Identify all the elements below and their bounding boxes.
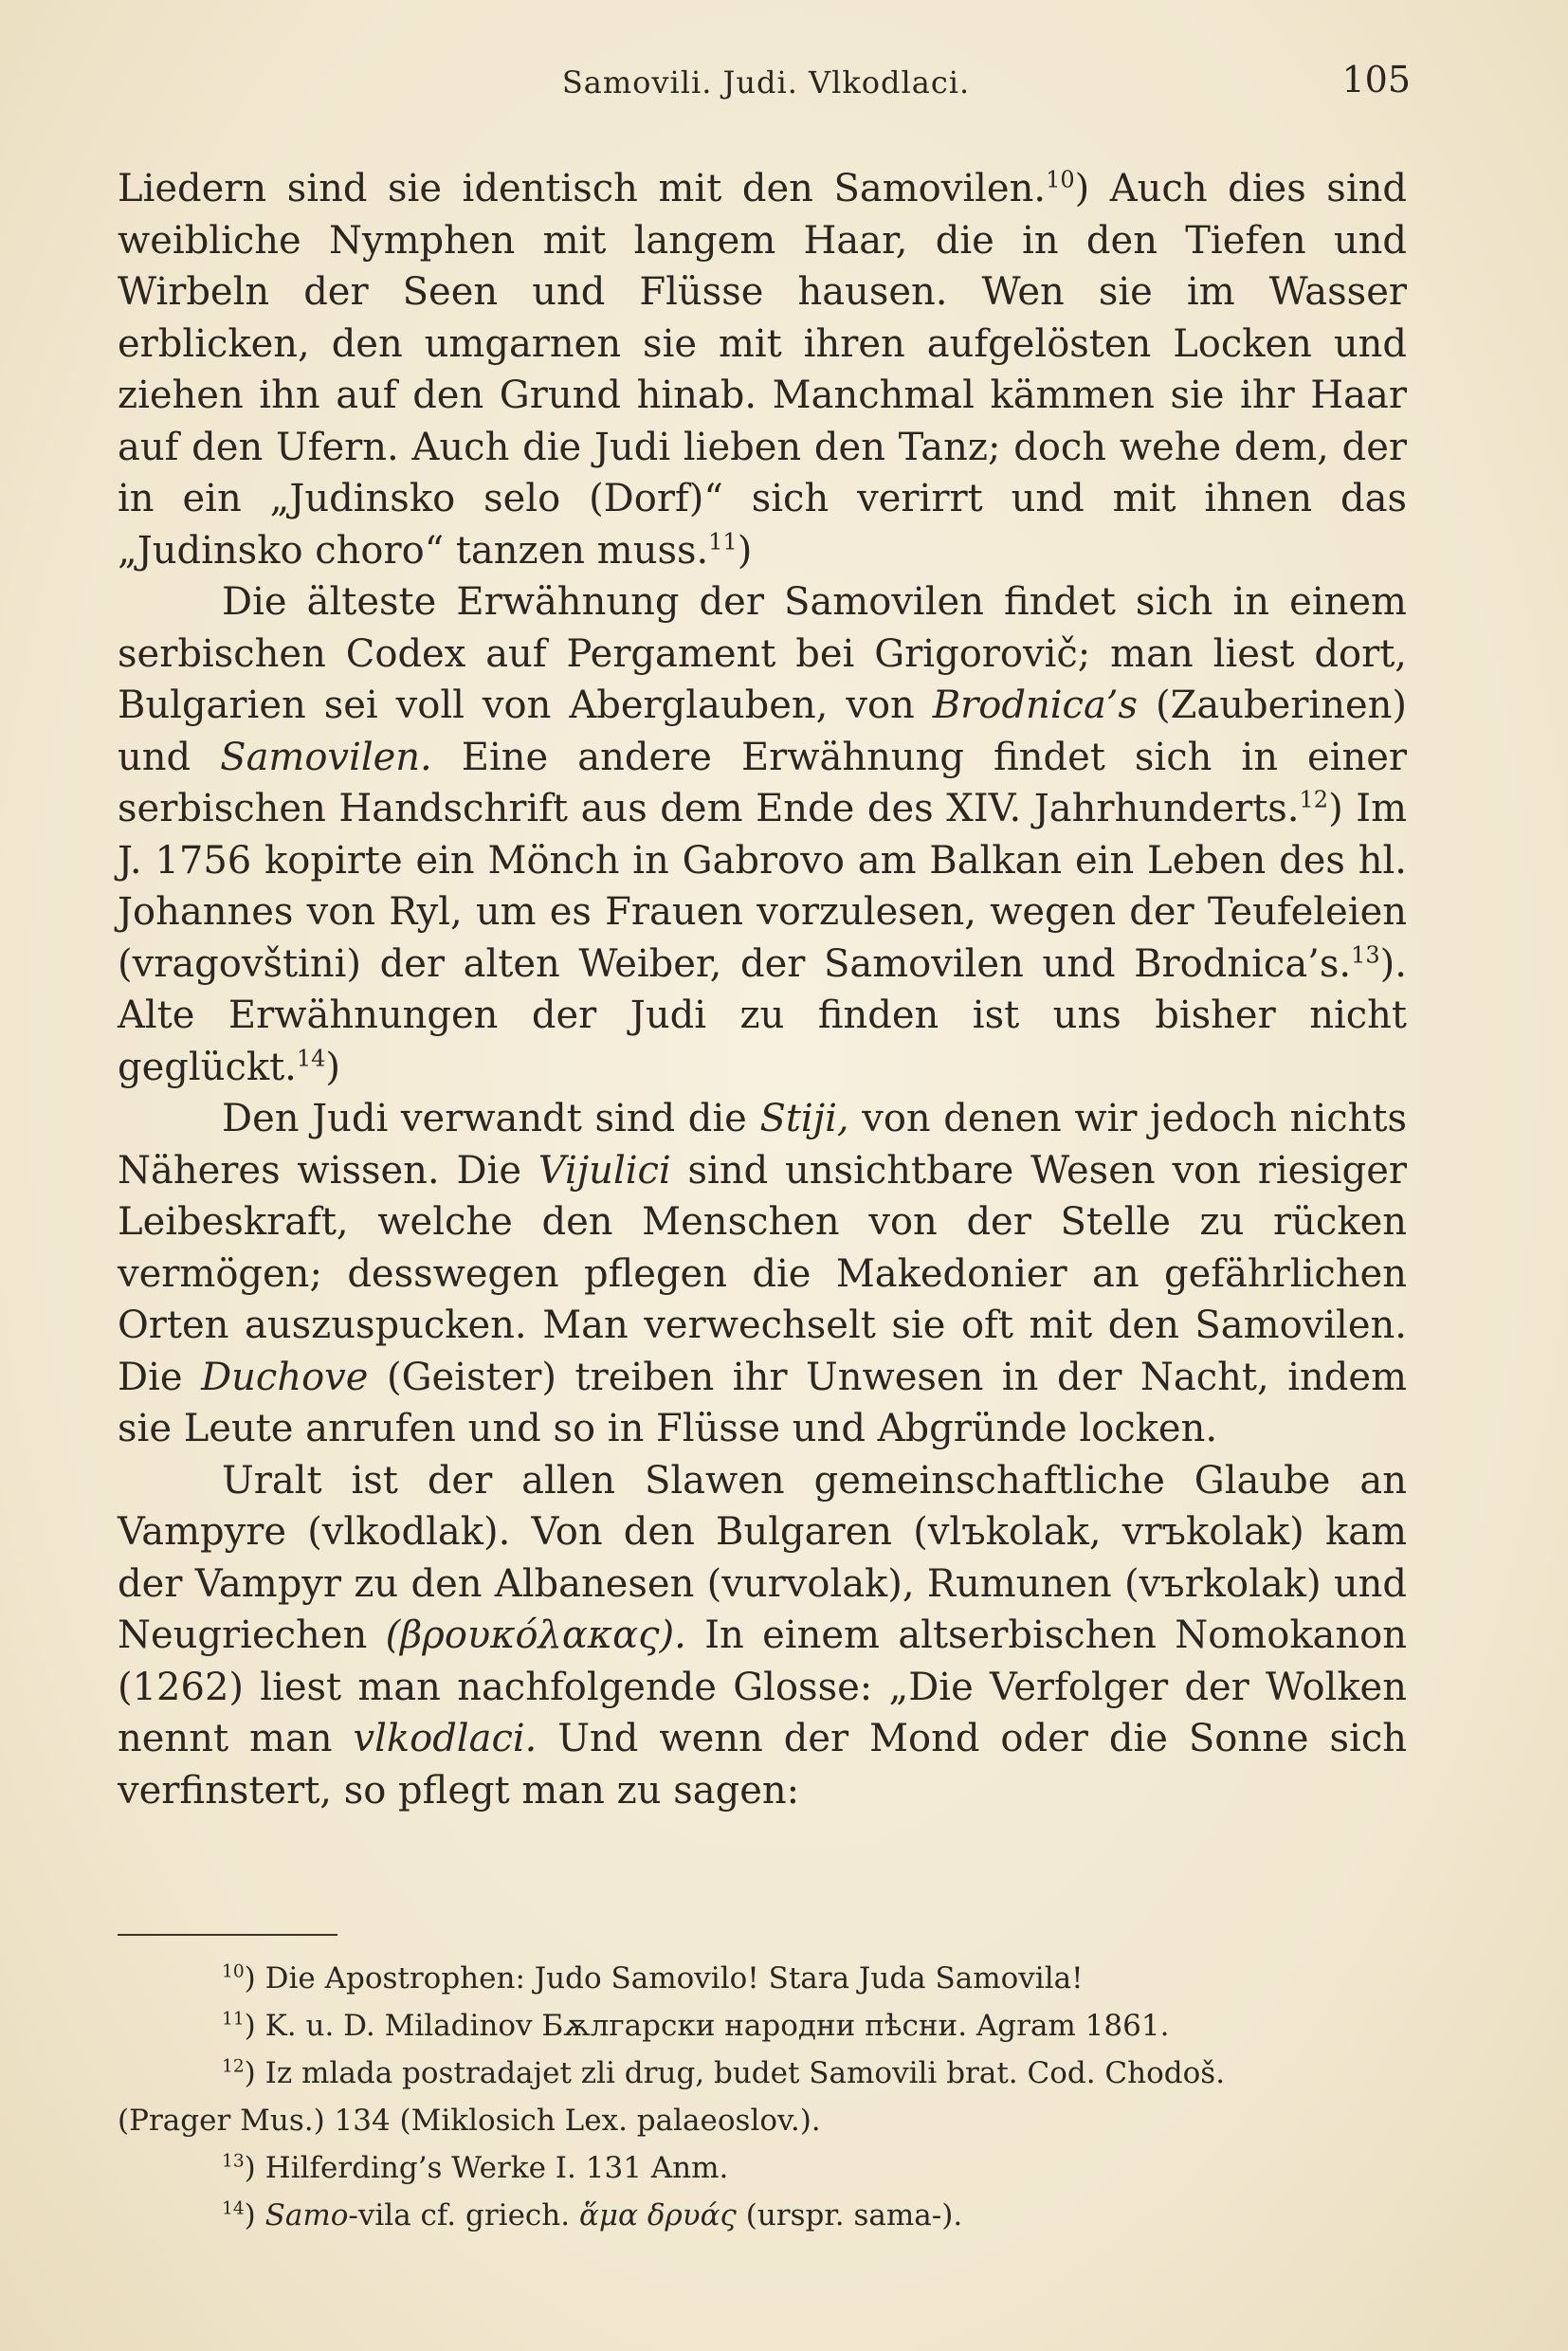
- paragraph: [118, 1455, 1407, 1817]
- text-run: Den Judi verwandt sind die: [222, 1097, 760, 1140]
- footnote-ref: 11: [708, 528, 738, 556]
- footnote: [118, 2192, 1407, 2239]
- text-run: -vila cf. griech.: [348, 2198, 579, 2233]
- running-head: Samovili. Judi. Vlkodlaci.: [561, 64, 971, 100]
- paragraph: [118, 163, 1407, 576]
- paragraph: [118, 576, 1407, 1093]
- text-run: Und wenn der Mond oder die Sonne sich verfinstert, so pflegt man zu sagen:: [118, 1717, 1408, 1813]
- italic-text: vlkodlaci.: [353, 1717, 538, 1760]
- italic-text: ἅμα δρυάς: [578, 2198, 737, 2233]
- footnote-ref: 13: [222, 2151, 245, 2172]
- text-run: Eine andere Erwähnung findet sich in einer serbischen Handschrift aus dem Ende des XIV. Jahrhunderts.: [118, 735, 1407, 830]
- text-run: ) Die Apostrophen: Judo Samovilo! Stara Juda Samovila!: [244, 1961, 1084, 1996]
- paragraph: [118, 1093, 1407, 1455]
- footnote-ref: 12: [1299, 786, 1329, 813]
- text-run: (Zauberinen) und: [118, 683, 1408, 779]
- footnotes: [118, 1955, 1407, 2239]
- text-run: (urspr. sama-).: [736, 2198, 963, 2233]
- footnote: [118, 1955, 1407, 2002]
- italic-text: Duchove: [201, 1355, 369, 1399]
- text-run: ): [737, 528, 753, 573]
- page-header: [121, 59, 1411, 116]
- text-run: Uralt ist der allen Slawen gemeinschaftliche Glaube an Vampyre (vlkodlak). Von den Bulgaren (vlъkolak, vrъkolak) kam der Vampyr zu den Albanesen (vurvolak), Rumunen (vъrkolak) und Neugriechen: [118, 1458, 1407, 1657]
- footnote: [118, 2050, 1407, 2097]
- text-run: ) K. u. D. Miladinov Бѫлгарски народни пѣсни. Agram 1861.: [244, 2009, 1170, 2043]
- footnote-ref: 14: [222, 2198, 245, 2219]
- text-run: von denen wir jedoch nichts Näheres wissen. Die: [118, 1097, 1407, 1193]
- footnote-ref: 14: [296, 1045, 326, 1072]
- italic-text: (βρουκόλακας).: [385, 1613, 686, 1657]
- text-run: ) Auch dies sind weibliche Nymphen mit langem Haar, die in den Tiefen und Wirbeln der Seen und Flüsse hausen. Wen sie im Wasser erblicken, den umgarnen sie mit ihren aufgelösten Locken und ziehen ihn auf den Grund hinab. Manchmal kämmen sie ihr Haar auf den Ufern. Auch die Judi lieben den Tanz; doch wehe dem, der in ein „Judinsko selo (Dorf)“ sich verirrt und mit ihnen das „Judinsko choro“ tanzen muss.: [118, 167, 1407, 573]
- footnote-ref: 13: [1351, 941, 1380, 969]
- text-run: ): [244, 2198, 265, 2233]
- footnote: [118, 2002, 1407, 2050]
- text-run: ): [325, 1045, 341, 1089]
- italic-text: Samovilen.: [220, 735, 432, 779]
- italic-text: Samo: [264, 2198, 349, 2233]
- italic-text: Vijulici: [538, 1148, 671, 1193]
- italic-text: Stiji,: [759, 1097, 849, 1140]
- footnote-ref: 12: [222, 2056, 245, 2077]
- footnote-divider: [118, 1934, 337, 1936]
- text-run: (Geister) treiben ihr Unwesen in der Nacht, indem sie Leute anrufen und so in Flüsse und Abgründe locken.: [118, 1355, 1407, 1450]
- text-run: ) Im J. 1756 kopirte ein Mönch in Gabrovo am Balkan ein Leben des hl. Johannes von Ryl, um es Frauen vorzulesen, wegen der Teufeleien (vragovštini) der alten Weiber, der Samovilen und Brodnica’s.: [118, 787, 1407, 986]
- footnote-continuation: [118, 2097, 1407, 2144]
- text-run: ). Alte Erwähnungen der Judi zu finden ist uns bisher nicht geglückt.: [118, 941, 1407, 1089]
- footnote: [118, 2144, 1407, 2192]
- page-number: 105: [1341, 59, 1411, 100]
- text-run: ) Iz mlada postradajet zli drug, budet Samovili brat. Cod. Chodoš.: [244, 2056, 1226, 2090]
- text-run: Liedern sind sie identisch mit den Samovilen.: [118, 167, 1047, 210]
- text-run: (Prager Mus.) 134 (Miklosich Lex. palaeoslov.).: [118, 2104, 821, 2138]
- footnote-ref: 10: [222, 1961, 245, 1982]
- text-run: In einem altserbischen Nomokanon (1262) liest man nachfolgende Glosse: „Die Verfolger der Wolken nennt man: [118, 1613, 1408, 1760]
- footnote-ref: 10: [1046, 166, 1075, 193]
- text-run: sind unsichtbare Wesen von riesiger Leibeskraft, welche den Menschen von der Stelle zu rücken vermögen; desswegen pflegen die Makedonier an gefährlichen Orten auszuspucken. Man verwechselt sie oft mit den Samovilen. Die: [118, 1148, 1407, 1399]
- text-run: ) Hilferding’s Werke I. 131 Anm.: [244, 2151, 729, 2185]
- text-run: Die älteste Erwähnung der Samovilen findet sich in einem serbischen Codex auf Pergament bei Grigorovič; man liest dort, Bulgarien sei voll von Aberglauben, von: [118, 580, 1407, 727]
- body-text: [118, 163, 1407, 1816]
- footnote-ref: 11: [222, 2009, 245, 2030]
- italic-text: Brodnica’s: [932, 683, 1139, 727]
